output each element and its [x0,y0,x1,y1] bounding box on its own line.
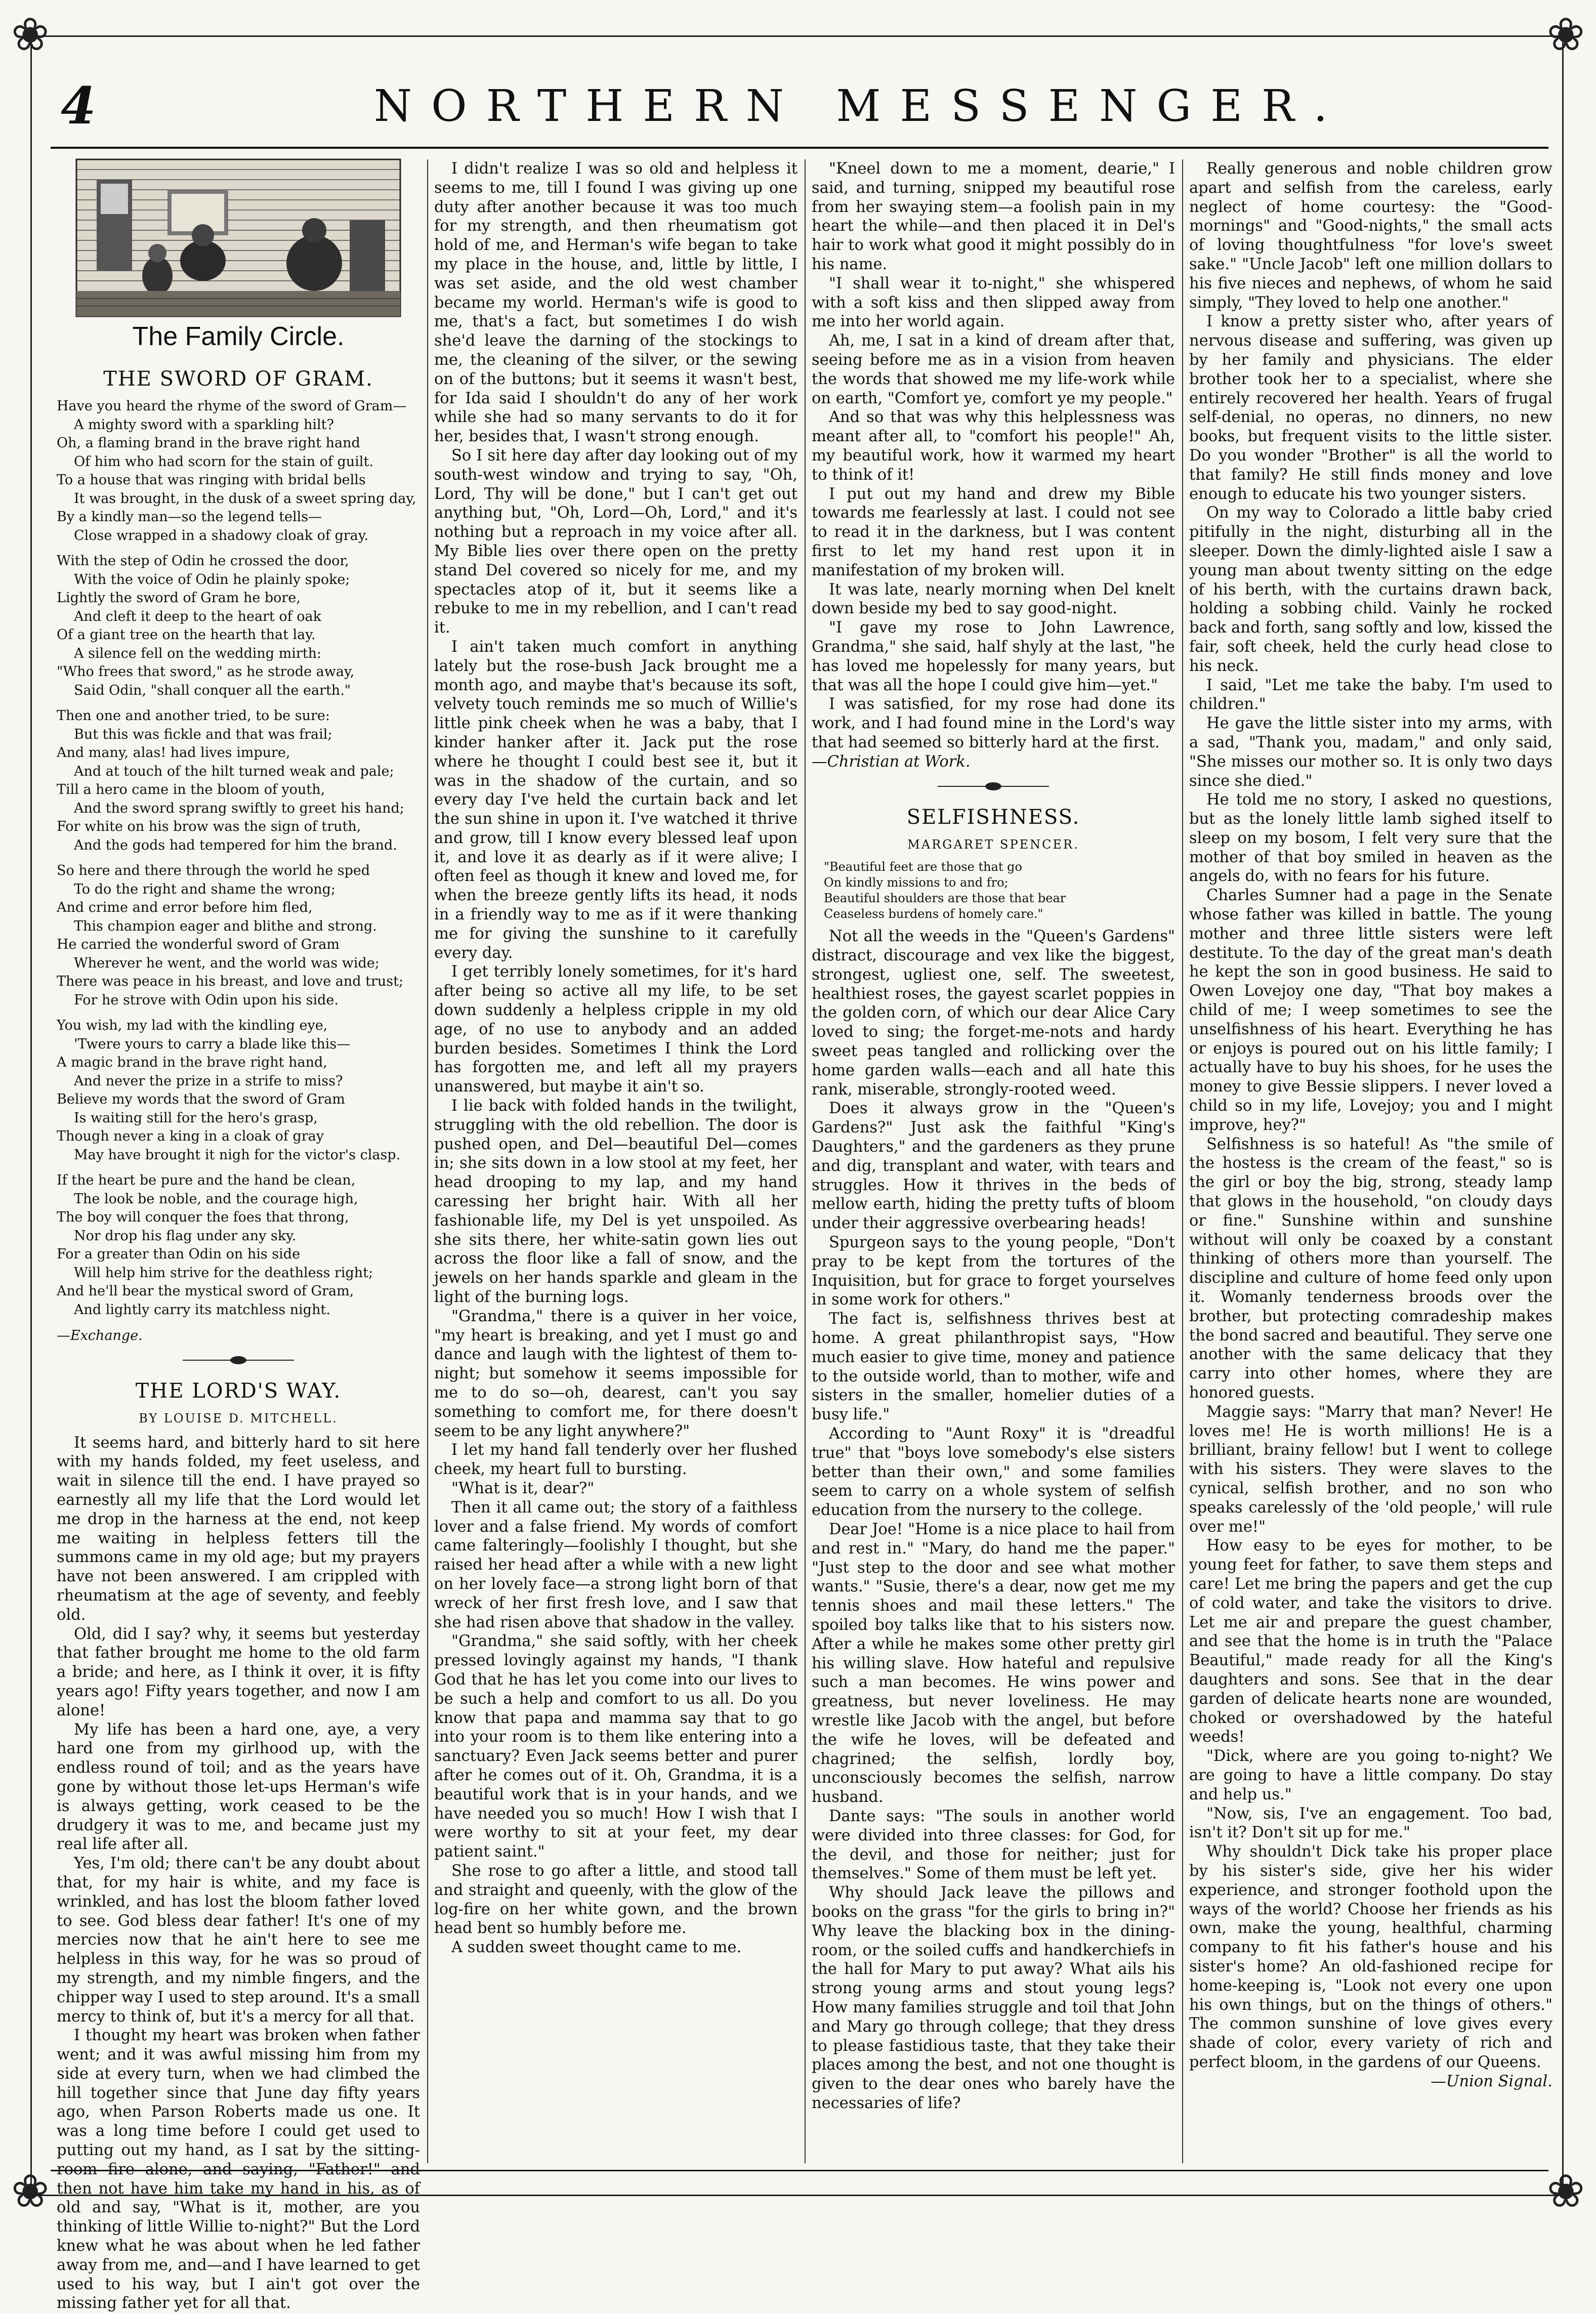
paragraph: "Dick, where are you going to-night? We are going to have a little company. Do stay and help us." [1189,1747,1552,1803]
epigraph-line: "Beautiful feet are those that go [824,860,1022,874]
poem-line: A silence fell on the wedding mirth: [74,645,322,661]
poem-line: You wish, my lad with the kindling eye, [57,1018,328,1033]
poem-line: Close wrapped in a shadowy cloak of gray. [74,527,369,543]
paragraph: Ah, me, I sat in a kind of dream after that, seeing before me as in a vision from heaven the words that showed me my life-work while on earth, "Comfort ye, comfort ye my people." [812,332,1175,407]
epigraph-line: Ceaseless burdens of homely care." [824,907,1043,921]
poem-line: And crime and error before him fled, [57,900,313,915]
paragraph: I thought my heart was broken when father went; and it was awful missing him from my side at every turn, when we had climbed the hill together since that June day fifty years ago, when Parson Roberts made us one. It was a long time before I could get used to putting out my hand, as I sat by the sitting-room fire alone, and saying, "Father!" and then not have him take my hand in his, as of old and say, "What is it, mother, are you thinking of little Willie to-night?" But the Lord knew what he was about when he led father away from me, and—and I have learned to get used to his way, but I ain't got over the missing father yet for all that. [57,2027,420,2312]
ornament-icon: ❀ [11,2165,50,2218]
paragraph: He told me no story, I asked no questions, but as the lonely little lamb sighed itself to sleep on my bosom, I felt very sure that the mother of that boy smiled in heaven as the angels do, with no fears for his future. [1189,791,1552,886]
paragraph: Dante says: "The souls in another world were divided into three classes: for God, for the devil, and those for neither; just for themselves." Some of them must be left yet. [812,1807,1175,1883]
paragraph: I get terribly lonely sometimes, for it's hard after being so active all my life, to be set down suddenly a helpless cripple in my old age, of no use to anybody and an added burden besides. Sometimes I think the Lord has forgotten me, and left all my prayers unanswered, but maybe it ain't so. [434,963,797,1096]
poem-line: Lightly the sword of Gram he bore, [57,590,301,606]
poem-line: Then one and another tried, to be sure: [57,708,330,724]
paragraph: Selfishness is so hateful! As "the smile of the hostess is the cream of the feast," so is the girl or boy the big, strong, steady lamp that glows in the household, "on cloudy days or fine." Sunshine within and sunshine without will only be coaxed by a constant thinking of others more than yourself. The discipline and culture of home feed only upon it. Womanly tenderness broods over the brother, but protecting comradeship makes the bond sacred and beautiful. They serve one another with the same delicacy that they carry into other homes, where they are honored guests. [1189,1135,1552,1402]
poem-line: Of a giant tree on the hearth that lay. [57,627,316,643]
poem-line: To do the right and shame the wrong; [74,881,336,897]
article-title: SELFISHNESS. [906,805,1080,829]
source-credit: —Exchange. [57,1328,143,1343]
paragraph: Maggie says: "Marry that man? Never! He loves me! He is worth millions! He is a brilliant, brainy fellow! but I went to college with his sisters. They were slaves to the cynical, selfish brother, and no son who speaks carelessly of the 'old people,' will rule over me!" [1189,1403,1552,1536]
paragraph: "Grandma," she said softly, with her cheek pressed lovingly against my hands, "I thank God that he has let you come into our lives to be such a help and comfort to us all. Do you know that papa and mamma say that to go into your room is to them like entering into a sanctuary? Even Jack seems better and purer after he comes out of it. Oh, Grandma, it is a beautiful work that is in your hands, and we have needed you so much! How I wish that I were worthy to sit at your feet, my dear patient saint." [434,1632,797,1861]
source-credit: —Christian at Work. [812,752,971,771]
paragraph: I put out my hand and drew my Bible towards me fearlessly at last. I could not see to read it in the darkness, but I was content first to let my hand rest upon it in manifestation of my broken will. [812,485,1175,579]
footer-rule [51,2170,1548,2171]
poem-line: Nor drop his flag under any sky. [74,1228,297,1244]
paragraph: On my way to Colorado a little baby cried pitifully in the night, disturbing all in the sleeper. Down the dimly-lighted aisle I saw a young man about twenty sitting on the edge of his berth, with the curtains drawn back, holding a sobbing child. Vainly he rocked back and forth, sang softly and low, kissed the fair, soft cheek, held the curly head close to his neck. [1189,504,1552,675]
paragraph: "I shall wear it to-night," she whispered with a soft kiss and then slipped away from me into her world again. [812,274,1175,331]
poem-line: And he'll bear the mystical sword of Gram, [57,1283,354,1299]
paragraph: Then it all came out; the story of a faithless lover and a false friend. My words of comfort came falteringly—foolishly I thought, but she raised her head after a while with a new light on her lovely face—a strong light born of that wreck of her first fresh love, and I saw that she had risen above that shadow in the valley. [434,1498,797,1631]
ornament-icon: ❀ [1546,8,1585,61]
poem-line: And the gods had tempered for him the brand. [74,837,397,853]
poem-line: To a house that was ringing with bridal bells [57,472,366,488]
paragraph: How easy to be eyes for mother, to be young feet for father, to save them steps and care! Let me bring the papers and get the cup of cold water, and take the visitors to drive. Let me air and prepare the guest chamber, and see that the home is in truth the "Palace Beautiful," made ready for all the King's daughters and sons. See that in the dear garden of delicate hearts none are wounded, choked or overshadowed by the hateful weeds! [1189,1537,1552,1746]
paragraph: And so that was why this helplessness was meant after all, to "comfort his people!" Ah, my beautiful work, how it warmed my heart to think of it! [812,408,1175,484]
poem-line: He carried the wonderful sword of Gram [57,937,340,952]
ornament-icon: ❀ [11,8,50,61]
poem-line: Oh, a flaming brand in the brave right hand [57,435,360,451]
epigraph [824,859,1175,922]
poem-stanza [57,552,420,700]
source-credit: —Union Signal. [1431,2072,1552,2090]
poem-line: The boy will conquer the foes that throng, [57,1209,349,1225]
paragraph: According to "Aunt Roxy" it is "dreadful true" that "boys love somebody's else sisters better than their own," and some families seem to carry on a whole system of selfish education from the nursery to the college. [812,1425,1175,1520]
column-2 [434,159,797,2163]
poem-line: And cleft it deep to the heart of oak [74,608,321,624]
paragraph: The fact is, selfishness thrives best at home. A great philanthropist says, "How much easier to give time, money and patience to the outside world, than to mother, wife and sisters in the smaller, homelier duties of a busy life." [812,1310,1175,1424]
masthead-rule [51,147,1548,149]
paragraph: Does it always grow in the "Queen's Gardens?" Just ask the faithful "King's Daughters," and the gardeners as they prune and dig, transplant and water, with tears and struggles. How it thrives in the beds of mellow earth, hiding the pretty tufts of bloom under their aggressive overbearing heads! [812,1100,1175,1233]
column-rule [1182,159,1183,2163]
poem-line: Is waiting still for the hero's grasp, [74,1110,318,1126]
paragraph: "What is it, dear?" [451,1479,595,1497]
paragraph: "Kneel down to me a moment, dearie," I said, and turning, snipped my beautiful rose from her swaying stem—a foolish pain in my heart the while—and then placed it in Del's hair to work what good it might possibly do in his name. [812,160,1175,273]
poem-line: So here and there through the world he sped [57,863,370,878]
poem-line: And the sword sprang swiftly to greet his hand; [74,800,404,816]
paragraph: I was satisfied, for my rose had done its work, and I had found mine in the Lord's way that had seemed so bitterly hard at the first. [812,695,1175,751]
column-1 [57,159,420,2312]
poem-stanza [57,397,420,545]
poem-line: But this was fickle and that was frail; [74,726,332,742]
column-3 [812,159,1175,2163]
poem-line: And never the prize in a strife to miss? [74,1073,343,1089]
paragraph: Dear Joe! "Home is a nice place to hail from and rest in." "Mary, do hand me the paper." "Just step to the door and see what mother wants." "Susie, there's a dear, now get me my tennis shoes and mail these letters." The spoiled boy talks like that to his sisters now. After a while he makes some other pretty girl his willing slave. How hateful and repulsive such a man becomes. He wins power and greatness, but never loveliness. He may wrestle like Jacob with the angel, but before the wife he loves, will be defeated and chagrined; the selfish, lordly boy, unconsciously becomes the selfish, narrow husband. [812,1521,1175,1806]
poem-line: With the step of Odin he crossed the door, [57,553,349,569]
epigraph-line: Beautiful shoulders are those that bear [824,891,1066,906]
poem-line: Of him who had scorn for the stain of guilt. [74,453,373,470]
paragraph: I ain't taken much comfort in anything lately but the rose-bush Jack brought me a month ago, and maybe that's because its soft, velvety touch reminds me so much of Willie's little pink cheek when he was a baby, that I kinder hanker after it. Jack put the rose where he thought I could best see it, but it was in the shadow of the curtain, and so every day I've held the curtain back and let the sun shine in upon it. I've watched it thrive and grow, till I know every blessed leaf upon it, and love it as dearly as if it were alive; I often feel as though it knew and loved me, for when the breeze gently lifts its head, it nods in a friendly way to me as if it were thanking me for giving the sunshine to it carefully every day. [434,638,797,962]
poem-line: Will help him strive for the deathless right; [74,1265,373,1281]
paragraph: "I gave my rose to John Lawrence, Grandma," she said, half shyly at the last, "he has loved me hopelessly for many years, but that was all the hope I could give him—yet." [812,619,1175,694]
paragraph: "Grandma," there is a quiver in her voice, "my heart is breaking, and yet I must go and dance and laugh with the lightest of them to-night; but somehow it seems impossible for me to do so—oh, dearest, can't you say something to comfort me, for there doesn't seem to be any light anywhere?" [434,1307,797,1440]
article-body [434,159,797,1957]
paragraph: I didn't realize I was so old and helpless it seems to me, till I found I was giving up one duty after another because it was too much for my strength, and then rheumatism got hold of me, and Herman's wife began to take my place in the house, and, little by little, I was set aside, and the old west chamber became my world. Herman's wife is good to me, that's a fact, but sometimes I do wish she'd leave the darning of the stockings to me, the cleaning of the silver, or the sewing on of the buttons; but it seems it wasn't best, for Ida said I shouldn't do any of her work while she had so many servants to do it for her, besides that, I wasn't strong enough. [434,160,797,446]
poem-line: Though never a king in a cloak of gray [57,1128,324,1144]
article-body [812,927,1175,2113]
newspaper-title: NORTHERN MESSENGER. [373,81,1347,132]
divider-icon [183,1355,294,1366]
poem-line: A magic brand in the brave right hand, [57,1055,327,1070]
paragraph: Yes, I'm old; there can't be any doubt about that, for my hair is white, and my face is wrinkled, and has lost the bloom father loved to see. God bless dear father! It's one of my mercies now that he ain't here to see me helpless in this way, for he was so proud of my strength, and my nimble fingers, and the chipper way I used to step around. It's a small mercy to think of, but it's a mercy for all that. [57,1855,420,2026]
paragraph: Spurgeon says to the young people, "Don't pray to be kept from the tortures of the Inquisition, but for grace to forget yourselves in some work for others." [812,1234,1175,1309]
column-rule [427,159,428,2163]
page-number: 4 [61,76,96,136]
paragraph: Really generous and noble children grow apart and selfish from the careless, early neglect of home courtesy: the "Good-mornings" and "Good-nights," the small acts of loving thoughtfulness "for love's sweet sake." "Uncle Jacob" left one million dollars to his five nieces and nephews, of whom he said simply, "They loved to help one another." [1189,160,1552,312]
poem-line: And at touch of the hilt turned weak and pale; [74,763,394,779]
article-body [812,159,1175,752]
poem-stanza [57,1017,420,1164]
paragraph: Old, did I say? why, it seems but yesterday that father brought me home to the old farm a bride; and here, as I think it over, it is fifty years ago! Fifty years together, and now I am alone! [57,1625,420,1719]
paragraph: Why should Jack leave the pillows and books on the grass "for the girls to bring in?" Why leave the blacking box in the dining-room, or the soiled cuffs and handkerchiefs in the hall for Mary to put away? What ails his strong young arms and stout young legs? How many families struggle and toil that John and Mary go through college; that they dress to please fastidious taste, that they take their places among the best, and not one thought is given to the dear ones who barely have the necessaries of life? [812,1884,1175,2112]
poem-line: By a kindly man—so the legend tells— [57,509,322,525]
masthead [51,76,1548,137]
poem-line: Wherever he went, and the world was wide; [74,955,380,971]
paragraph: She rose to go after a little, and stood tall and straight and queenly, with the glow of the log-fire on her white gown, and the brown head bent so humbly before me. [434,1862,797,1938]
poem-line: For he strove with Odin upon his side. [74,992,339,1008]
poem-line: Till a hero came in the bloom of youth, [57,782,325,797]
paragraph: My life has been a hard one, aye, a very hard one from my girlhood up, with the endless round of toil; and as the years have gone by without those let-ups Herman's wife is always getting, work ceased to be the drudgery it was to me, and became just my real life after all. [57,1720,420,1854]
poem-line: For a greater than Odin on his side [57,1246,301,1262]
poem-line: 'Twere yours to carry a blade like this— [74,1036,351,1052]
paragraph: I know a pretty sister who, after years of nervous disease and suffering, was given up by her family and physicians. The elder brother took her to a specialist, where she entirely recovered her health. Years of frugal self-denial, no operas, no dinners, no new books, but frequent visits to the little sister. Do you wonder "Brother" is all the world to that family? He still finds money and love enough to educate his two younger sisters. [1189,313,1552,503]
poem-line: It was brought, in the dusk of a sweet spring day, [74,490,416,507]
article-body [1189,159,1552,2072]
paragraph: It seems hard, and bitterly hard to sit here with my hands folded, my feet useless, and wait in silence till the end. I have prayed so earnestly all my life that the Lord would let me drop in the harness at the end, not keep me waiting in helpless fetters till the summons came in my old age; but my prayers have not been answered. I am crippled with rheumatism at the age of seventy, and feebly old. [57,1434,420,1624]
poem-line: Have you heard the rhyme of the sword of Gram— [57,398,407,414]
poem-line: And many, alas! had lives impure, [57,745,290,761]
paragraph: I let my hand fall tenderly over her flushed cheek, my heart full to bursting. [434,1441,797,1479]
paragraph: He gave the little sister into my arms, with a sad, "Thank you, madam," and only said, "She misses our mother so. It is only two days since she died." [1189,714,1552,790]
paragraph: So I sit here day after day looking out of my south-west window and trying to say, "Oh, Lord, Thy will be done," but I can't get out anything but, "Oh, Lord—Oh, Lord," and it's nothing but a reproach in my voice after all. My Bible lies over there open on the pretty stand Del covered so nicely for me, and my spectacles atop of it, but it seems like a rebuke to me in my rebellion, and I can't read it. [434,446,797,637]
paragraph: I lie back with folded hands in the twilight, struggling with the old rebellion. The door is pushed open, and Del—beautiful Del—comes in; she sits down in a low stool at my feet, her head drooping to my lap, and my hand caressing her bright hair. With all her fashionable life, my Del is yet unspoiled. As she sits there, her white-satin gown lies out across the floor like a fall of snow, and the jewels on her hands sparkle and gleam in the light of the burning logs. [434,1097,797,1307]
epigraph-line: On kindly missions to and fro; [824,875,1009,890]
article-title: THE LORD'S WAY. [135,1379,342,1403]
poem-line: And lightly carry its matchless night. [74,1301,330,1318]
family-circle-heading: The Family Circle. [132,322,345,351]
poem-line: This champion eager and blithe and strong. [74,918,377,934]
article-body [57,1434,420,2313]
paragraph: A sudden sweet thought came to me. [451,1939,742,1957]
article-title: THE SWORD OF GRAM. [103,367,373,391]
poem-sword-of-gram [57,397,420,1319]
poem-line: May have brought it nigh for the victor's clasp. [74,1147,401,1163]
paragraph: Not all the weeds in the "Queen's Gardens" distract, discourage and vex like the biggest, strongest, ugliest one, self. The sweetest, healthiest roses, the gayest scarlet poppies in the golden corn, of which our dear Alice Cary loved to sing; the forget-me-nots and hardy sweet peas tangled and rollicking over the home garden walls—each and all hate this rank, miserable, strongly-rooted weed. [812,928,1175,1099]
paragraph: Why shouldn't Dick take his proper place by his sister's side, give her his wider experience, and stronger foothold upon the ways of the world? Choose her friends as his own, make the young, healthful, charming company to fit his father's house and his sister's home? An old-fashioned recipe for home-keeping is, "Look not every one upon his own things, but on the things of others." The common sunshine of love gives every shade of color, every variety of rich and perfect bloom, in the gardens of our Queens. [1189,1843,1552,2071]
paragraph: I said, "Let me take the baby. I'm used to children." [1189,676,1552,713]
poem-stanza [57,1171,420,1319]
paragraph: "Now, sis, I've an engagement. Too bad, isn't it? Don't sit up for me." [1189,1804,1552,1842]
poem-line: There was peace in his breast, and love and trust; [57,974,404,989]
ornament-icon: ❀ [1546,2165,1585,2218]
poem-line: A mighty sword with a sparkling hilt? [74,416,334,433]
poem-line: With the voice of Odin he plainly spoke; [74,571,350,587]
column-rule [805,159,806,2163]
poem-line: Believe my words that the sword of Gram [57,1091,345,1107]
poem-stanza [57,862,420,1010]
poem-line: The look be noble, and the courage high, [74,1191,358,1207]
paragraph: Charles Sumner had a page in the Senate whose father was killed in battle. The young mother and three little sisters were left destitute. To the day of the great man's death he kept the son in good business. He said to Owen Lovejoy one day, "That boy makes a child of me; I weep sometimes to see the unselfishness of his heart. Everything he has or enjoys is poured out on his little family; I actually have to buy his shoes, for he uses the money to give Bessie slippers. I never loved a child so in my life, Lovejoy; you and I might improve, hey?" [1189,887,1552,1134]
poem-stanza [57,707,420,855]
poem-line: For white on his brow was the sign of truth, [57,819,361,834]
poem-line: "Who frees that sword," as he strode away, [57,664,355,680]
column-4 [1189,159,1552,2163]
family-scene-engraving [76,159,400,316]
byline: MARGARET SPENCER. [907,837,1079,852]
paragraph: It was late, nearly morning when Del knelt down beside my bed to say good-night. [812,580,1175,618]
divider-icon [938,781,1049,792]
poem-line: If the heart be pure and the hand be clean, [57,1172,356,1188]
poem-line: Said Odin, "shall conquer all the earth." [74,682,351,698]
byline: BY LOUISE D. MITCHELL. [139,1411,338,1425]
